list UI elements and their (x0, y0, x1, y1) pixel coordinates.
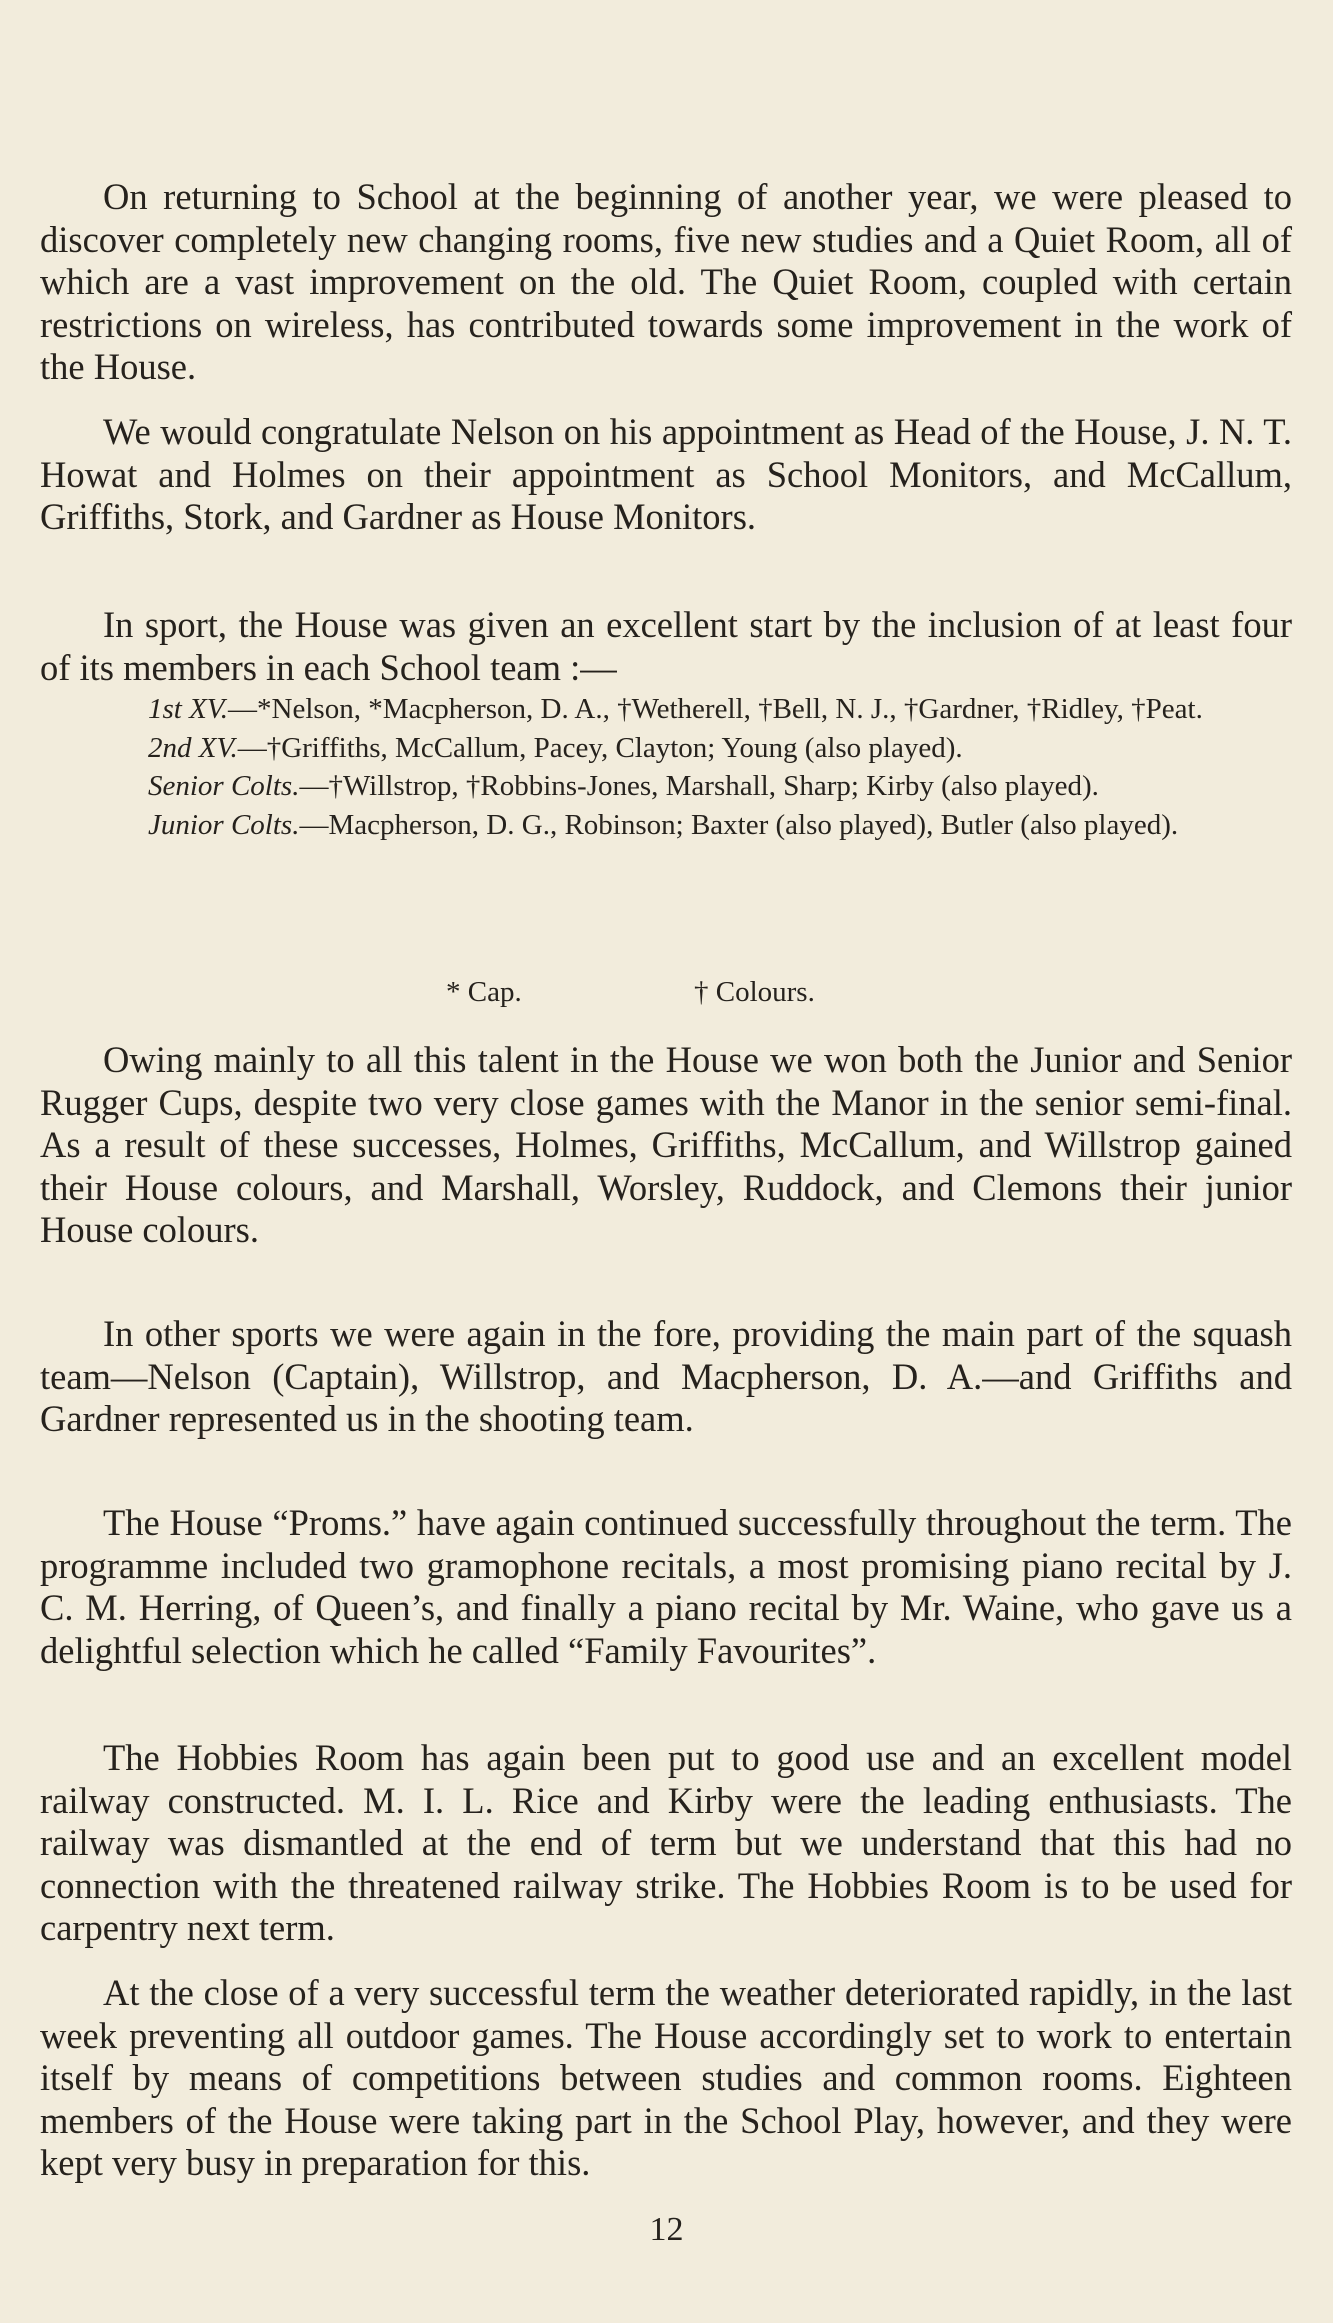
team-entry (148, 731, 1333, 766)
team-name: 2nd XV. (148, 731, 238, 764)
paragraph-end-of-term: At the close of a very successful term the weather deteriorated rapidly, in the last week preventing all outdoor games. The House accordingly set to work to entertain itself by means of competitions between studies and common rooms. Eighteen members of the House were taking part in the School Play, however, and they were kept very busy in preparation for this. (40, 1972, 1292, 2184)
team-name: Senior Colts. (148, 770, 300, 802)
paragraph-return-to-school: On returning to School at the beginning of another year, we were pleased to discover completely new changing rooms, five new studies and a Quiet Room, all of which are a vast improvement on the old. The Quiet Room, coupled with certain restrictions on wireless, has contributed towards some improvement in the work of the House. (40, 176, 1292, 388)
paragraph-rugger-cups: Owing mainly to all this talent in the House we won both the Junior and Senior Rugger Cups, despite two very close games with the Manor in the senior semi-final. As a result of these successes, Holmes, Griffiths, McCallum, and Willstrop gained their House colours, and Marshall, Worsley, Ruddock, and Clemons their junior House colours. (40, 1039, 1292, 1251)
team-members: —†Willstrop, †Robbins-Jones, Marshall, Sharp; Kirby (also played). (299, 770, 1099, 802)
legend-colours: † Colours. (694, 976, 815, 1008)
paragraph-house-proms: The House “Proms.” have again continued successfully throughout the term. The programme included two gramophone recitals, a most promising piano recital by J. C. M. Herring, of Queen’s, and finally a piano recital by Mr. Waine, who gave us a delightful selection which he called “Family Favourites”. (40, 1502, 1292, 1671)
paragraph-congratulations: We would congratulate Nelson on his appointment as Head of the House, J. N. T. Howat and Holmes on their appointment as School Monitors, and McCallum, Griffiths, Stork, and Gardner as House Monitors. (40, 411, 1292, 538)
team-members: —*Nelson, *Macpherson, D. A., †Wetherell, †Bell, N. J., †Gardner, †Ridley, †Peat. (228, 693, 1203, 725)
team-members: —Macpherson, D. G., Robinson; Baxter (also played), Butler (also played). (299, 808, 1179, 841)
school-teams-list (0, 692, 1333, 846)
team-members: —†Griffiths, McCallum, Pacey, Clayton; Young (also played). (237, 731, 963, 764)
paragraph-hobbies-room: The Hobbies Room has again been put to good use and an excellent model railway constructed. M. I. L. Rice and Kirby were the leading enthusiasts. The railway was dismantled at the end of term but we understand that this had no connection with the threatened railway strike. The Hobbies Room is to be used for carpentry next term. (40, 1737, 1292, 1949)
paragraph-sport-intro: In sport, the House was given an excellent start by the inclusion of at least four of its members in each School team :— (40, 604, 1292, 688)
legend-cap: * Cap. (446, 976, 522, 1008)
team-name: 1st XV. (148, 693, 229, 725)
page-number: 12 (649, 2211, 684, 2248)
team-entry (148, 769, 1333, 804)
paragraph-other-sports: In other sports we were again in the fore, providing the main part of the squash team—Nelson (Captain), Willstrop, and Macpherson, D. A.—and Griffiths and Gardner represented us in the shooting team. (40, 1313, 1292, 1440)
team-entry (148, 808, 1333, 843)
team-entry (148, 692, 1333, 727)
team-name: Junior Colts. (148, 808, 300, 841)
